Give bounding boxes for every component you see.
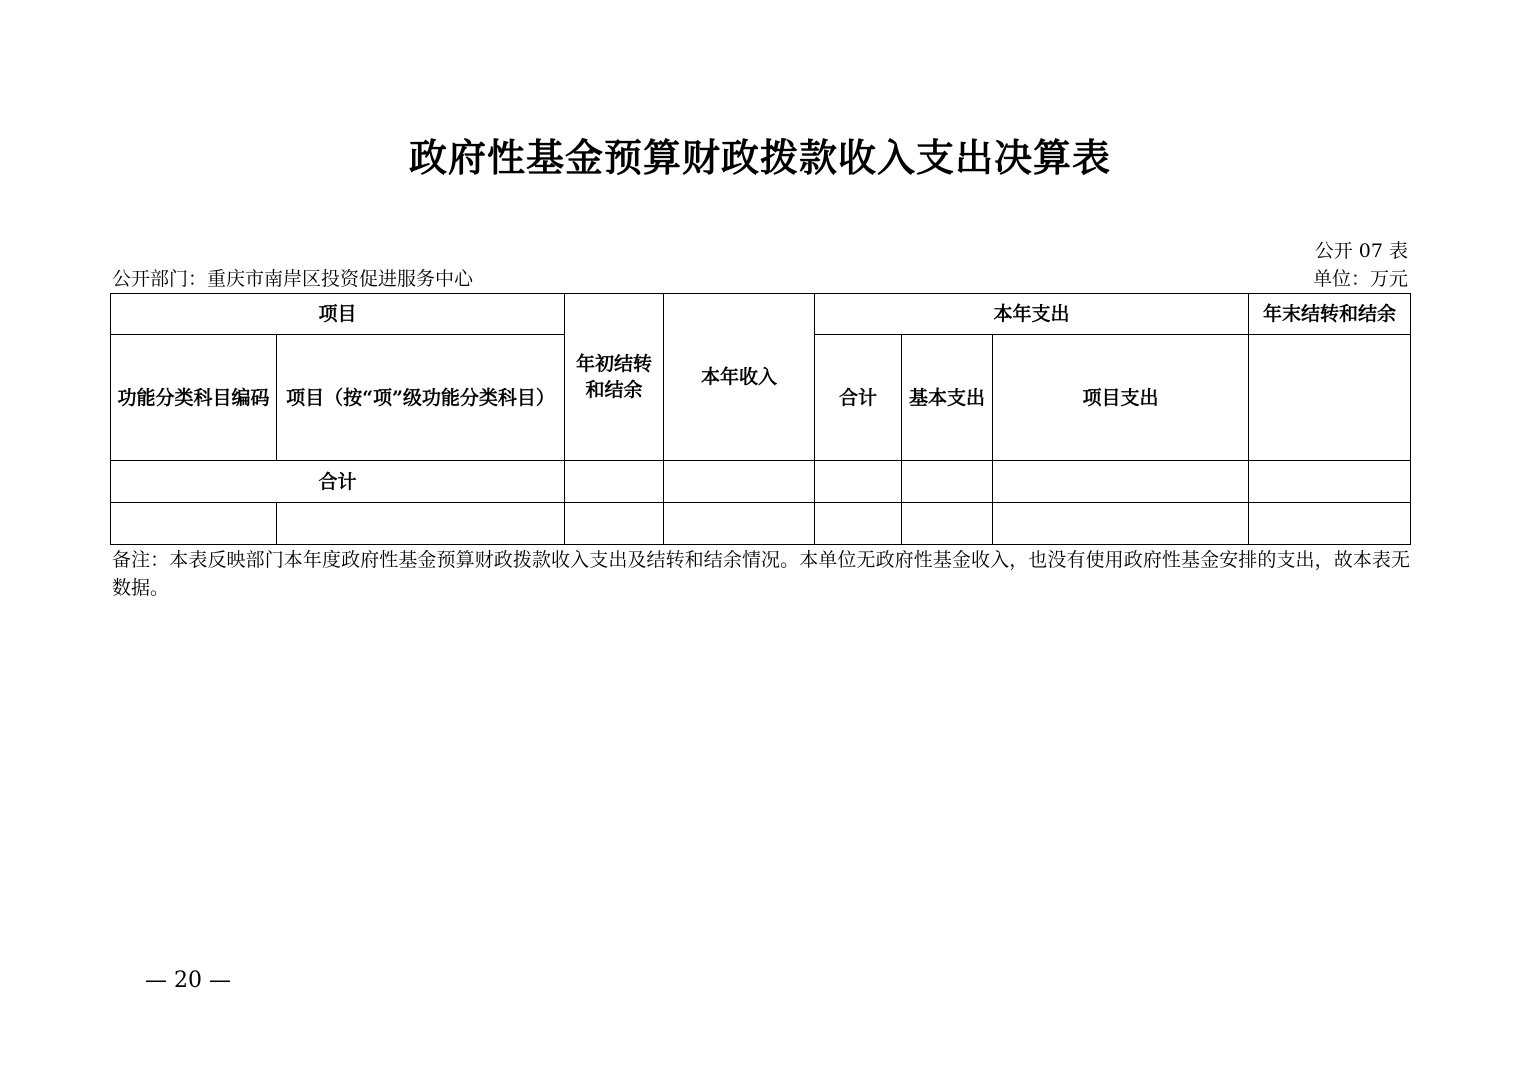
table-note: 备注：本表反映部门本年度政府性基金预算财政拨款收入支出及结转和结余情况。本单位无政府性基金收入，也没有使用政府性基金安排的支出，故本表无数据。 (112, 549, 1410, 599)
header-ending-balance: 年末结转和结余 (1249, 294, 1411, 335)
header-project-item: 项目（按“项”级功能分类科目） (277, 335, 565, 461)
table-cell (111, 503, 277, 545)
header-current-income: 本年收入 (664, 294, 815, 461)
total-row-label: 合计 (111, 461, 565, 503)
table-cell (1249, 461, 1411, 503)
table-cell (902, 503, 993, 545)
header-project-expense: 项目支出 (993, 335, 1249, 461)
header-expense-total: 合计 (815, 335, 902, 461)
department-label: 公开部门：重庆市南岸区投资促进服务中心 (112, 268, 474, 290)
table-cell (993, 503, 1249, 545)
table-cell (993, 461, 1249, 503)
table-row (111, 503, 1411, 545)
header-basic-expense: 基本支出 (902, 335, 993, 461)
header-row-1 (111, 294, 1411, 335)
table-cell (664, 461, 815, 503)
page-title: 政府性基金预算财政拨款收入支出决算表 (408, 135, 1111, 180)
table-cell (902, 461, 993, 503)
unit-label: 单位：万元 (1312, 268, 1408, 290)
table-cell (565, 461, 664, 503)
budget-table (110, 293, 1411, 545)
header-func-code: 功能分类科目编码 (111, 335, 277, 461)
table-cell (565, 503, 664, 545)
header-beginning-balance: 年初结转和结余 (565, 294, 664, 461)
header-ending-balance-sub (1249, 335, 1411, 461)
form-number: 公开 07 表 (1314, 240, 1408, 262)
table-cell (664, 503, 815, 545)
table-cell (277, 503, 565, 545)
table-cell (815, 503, 902, 545)
table-cell (1249, 503, 1411, 545)
header-current-expense: 本年支出 (815, 294, 1249, 335)
table-cell (815, 461, 902, 503)
header-project: 项目 (111, 294, 565, 335)
page-number: — 20 — (145, 968, 231, 993)
total-row (111, 461, 1411, 503)
